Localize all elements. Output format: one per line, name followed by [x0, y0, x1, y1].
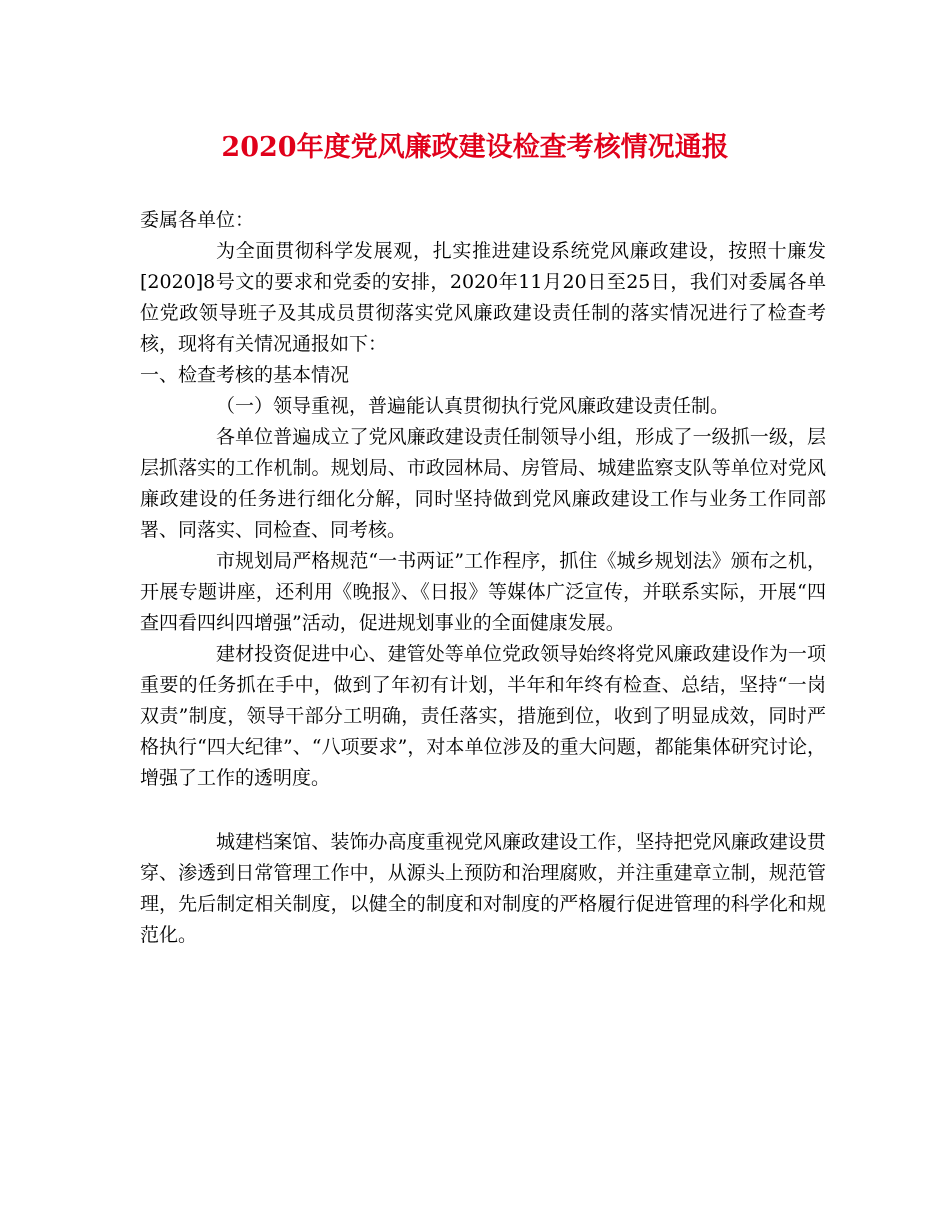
- body-paragraph: 城建档案馆、装饰办高度重视党风廉政建设工作，坚持把党风廉政建设贯穿、渗透到日常管理工作中，从源头上预防和治理腐败，并注重建章立制，规范管理，先后制定相关制度，以健全的制度和对制度的严格履行促进管理的科学化和规范化。: [140, 831, 826, 946]
- body-paragraph: 建材投资促进中心、建管处等单位党政领导始终将党风廉政建设作为一项重要的任务抓在手中，做到了年初有计划，半年和年终有检查、总结，坚持“一岗双责”制度，领导干部分工明确，责任落实，措施到位，收到了明显成效，同时严格执行“四大纪律”、“八项要求”，对本单位涉及的重大问题，都能集体研究讨论，增强了工作的透明度。: [140, 643, 826, 789]
- subsection-heading: （一）领导重视，普遍能认真贯彻执行党风廉政建设责任制。: [216, 395, 730, 417]
- body-paragraph: 各单位普遍成立了党风廉政建设责任制领导小组，形成了一级抓一级，层层抓落实的工作机制。规划局、市政园林局、房管局、城建监察支队等单位对党风廉政建设的任务进行细化分解，同时坚持做到党风廉政建设工作与业务工作同部署、同落实、同检查、同考核。: [140, 426, 826, 541]
- document-title: 2020年度党风廉政建设检查考核情况通报: [221, 132, 729, 163]
- intro-paragraph: 为全面贯彻科学发展观，扎实推进建设系统党风廉政建设，按照十廉发[2020]8号文的要求和党委的安排，2020年11月20日至25日，我们对委属各单位党政领导班子及其成员贯彻落实党风廉政建设责任制的落实情况进行了检查考核，现将有关情况通报如下：: [140, 240, 826, 355]
- paragraph-spacer: [140, 794, 826, 827]
- document-body: [140, 205, 826, 951]
- section-heading: 一、检查考核的基本情况: [140, 364, 350, 386]
- body-paragraph: 市规划局严格规范“一书两证”工作程序，抓住《城乡规划法》颁布之机，开展专题讲座，还利用《晚报》、《日报》等媒体广泛宣传，并联系实际，开展“四查四看四纠四增强”活动，促进规划事业的全面健康发展。: [140, 550, 826, 634]
- salutation: 委属各单位：: [140, 209, 255, 231]
